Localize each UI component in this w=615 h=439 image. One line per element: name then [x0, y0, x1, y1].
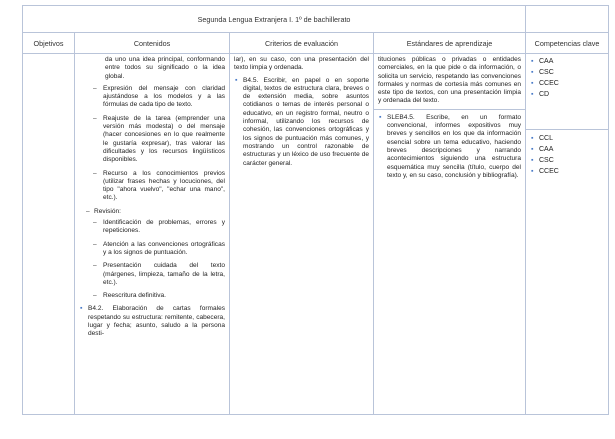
criterios-cell: [230, 54, 374, 415]
list-item: ▪ CCEC: [531, 168, 559, 175]
list-item: ▪ CCL: [531, 135, 554, 142]
dash-icon: –: [93, 114, 97, 122]
contenidos-b42: ▪ B4.2. Elaboración de cartas formales respetando su estructura: remitente, cabecera, lugar y fecha; asunto, saludo a la persona desti-: [80, 305, 225, 338]
header-objetivos: Objetivos: [23, 33, 75, 54]
contenidos-list-1: [93, 85, 225, 203]
list-item: ▪ CAA: [531, 58, 554, 65]
list-item: – Identificación de problemas, errores y repeticiones.: [93, 219, 225, 235]
objetivos-cell: [23, 54, 75, 415]
bullet-icon: ▪: [531, 135, 534, 142]
bullet-icon: ▪: [531, 80, 534, 87]
list-item: ▪ CAA: [531, 146, 554, 153]
bullet-icon: ▪: [379, 113, 382, 121]
bullet-icon: ▪: [531, 146, 534, 153]
curriculum-table-page: [22, 5, 608, 416]
list-item: ▪ CSC: [531, 157, 554, 164]
list-item: ▪ CCEC: [531, 80, 559, 87]
list-item: – Expresión del mensaje con claridad ajustándose a los modelos y a las fórmulas de cada tipo de texto.: [93, 84, 225, 109]
header-estandares: Estándares de aprendizaje: [374, 33, 526, 54]
list-item: ▪ CSC: [531, 69, 554, 76]
curriculum-table: [22, 5, 609, 415]
dash-icon: –: [93, 240, 97, 248]
bullet-icon: ▪: [531, 91, 534, 98]
contenidos-list-2: [93, 219, 225, 300]
list-item: – Reajuste de la tarea (emprender una versión más modesta) o del mensaje (hacer concesiones en lo que realmente le gustaría expresar), tras valorar las dificultades y los recursos lingüísticos disponibles.: [93, 114, 225, 164]
criterios-b45: ▪ B4.5. Escribir, en papel o en soporte digital, textos de estructura clara, breves o de extensión media, sobre asuntos cotidianos o temas de interés personal o educativo, en un registro formal, neutro o informal, utilizando los recursos de cohesión, las convenciones ortográficas y los signos de puntuación más comunes, y mostrando un control razonable de estructuras y un léxico de uso frecuente de carácter general.: [235, 76, 369, 167]
dash-icon: –: [93, 292, 97, 300]
estandares-intro: tituciones públicas o privadas o entidades comerciales, en la que pide o da información, o solicita un servicio, respetando las convenciones formales y normas de cortesía más comunes en este tipo de textos, con una presentación limpia y ordenada del texto.: [378, 56, 521, 105]
dash-icon: –: [93, 262, 97, 270]
bullet-icon: ▪: [80, 305, 83, 313]
competencias-group-1: [530, 57, 604, 100]
contenidos-cell: [75, 54, 230, 415]
header-contenidos: Contenidos: [75, 33, 230, 54]
estandares-sleb45: ▪ SLEB4.5. Escribe, en un formato convencional, informes expositivos muy breves y sencillos en los que da información esencial sobre un tema educativo, haciendo breves descripciones y narrando acontecimientos siguiendo una estructura esquemática muy sencilla (título, cuerpo del texto y, en su caso, conclusión y bibliografía).: [379, 113, 521, 179]
dash-icon: –: [93, 84, 97, 92]
estandares-cell: [374, 54, 526, 415]
list-item: – Recurso a los conocimientos previos (utilizar frases hechas y locuciones, del tipo "ahora vuelvo", "echar una mano", etc.).: [93, 169, 225, 202]
estandares-divider: [374, 109, 525, 110]
competencias-cell: [526, 54, 609, 415]
title-empty-cell: [526, 6, 609, 33]
table-title: Segunda Lengua Extranjera I. 1º de bachillerato: [23, 6, 526, 33]
bullet-icon: ▪: [531, 168, 534, 175]
bullet-icon: ▪: [531, 69, 534, 76]
list-item: ▪ CD: [531, 91, 550, 98]
competencias-divider: [526, 129, 608, 130]
revision-heading: – Revisión:: [86, 207, 121, 215]
bullet-icon: ▪: [531, 157, 534, 164]
criterios-intro: lar), en su caso, con una presentación del texto limpia y ordenada.: [234, 56, 369, 72]
header-criterios: Criterios de evaluación: [230, 33, 374, 54]
dash-icon: –: [86, 207, 90, 215]
contenidos-intro: da uno una idea principal, conformando entre todos su significado o la idea global.: [105, 56, 225, 80]
list-item: – Reescritura definitiva.: [93, 292, 166, 300]
dash-icon: –: [93, 219, 97, 227]
list-item: – Atención a las convenciones ortográficas y a los signos de puntuación.: [93, 240, 225, 256]
bullet-icon: ▪: [531, 58, 534, 65]
bullet-icon: ▪: [235, 76, 238, 84]
header-competencias: Competencias clave: [526, 33, 609, 54]
list-item: – Presentación cuidada del texto (márgenes, limpieza, tamaño de la letra, etc.).: [93, 262, 225, 286]
competencias-group-2: [530, 134, 604, 177]
dash-icon: –: [93, 169, 97, 177]
